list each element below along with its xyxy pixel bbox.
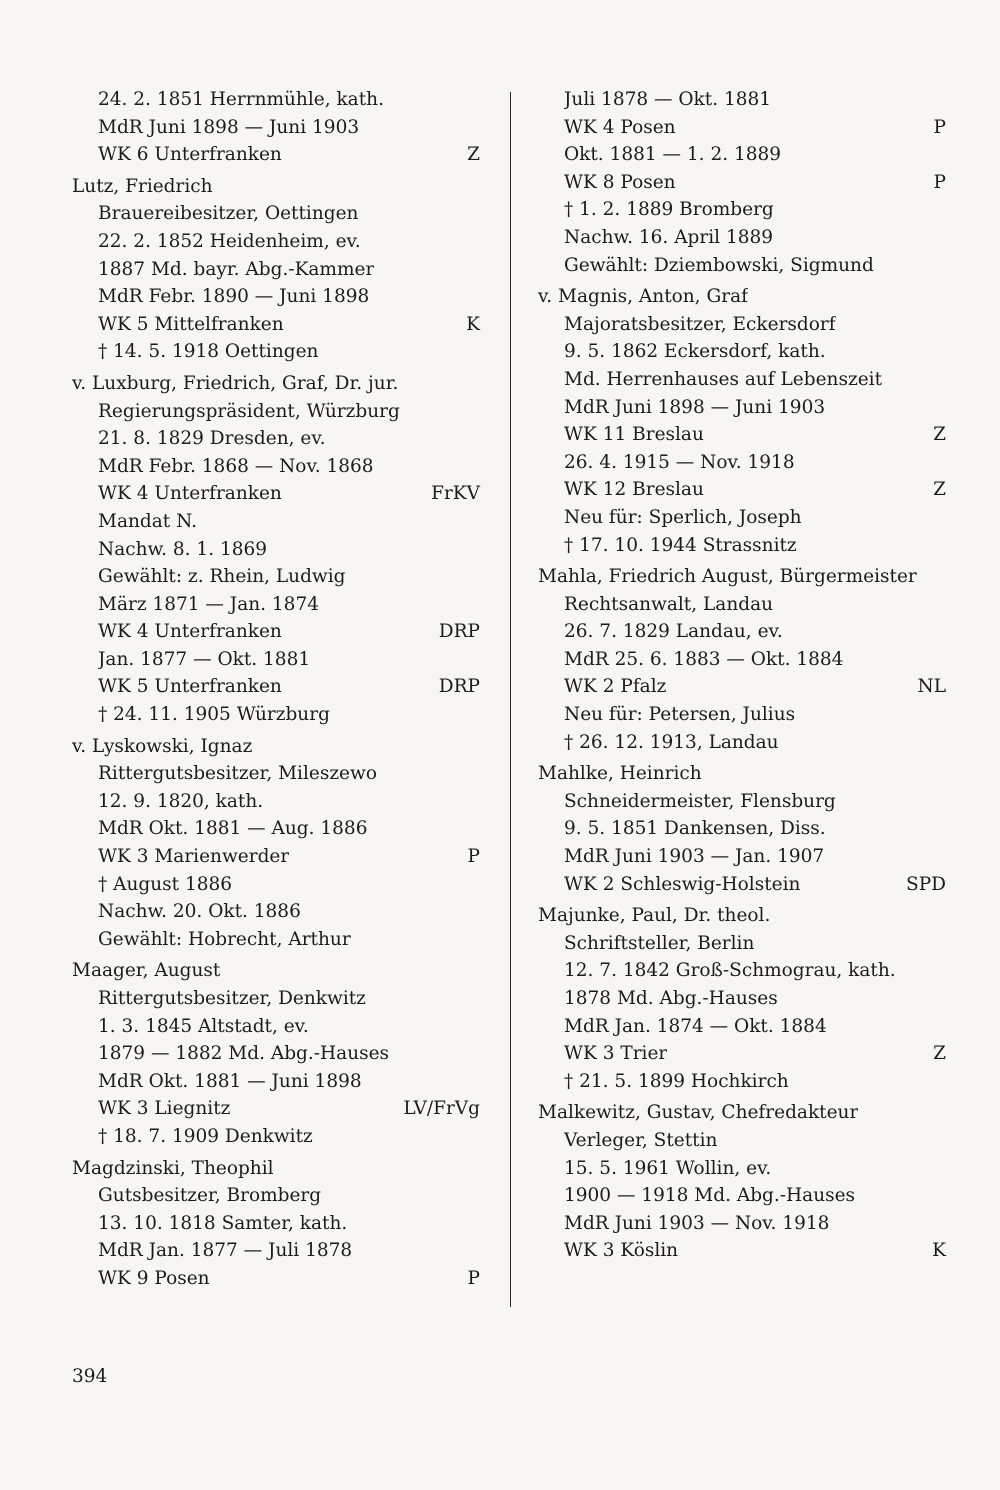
entry-detail-line xyxy=(72,508,480,536)
line-text: 26. 7. 1829 Landau, ev. xyxy=(564,621,783,643)
entry-detail-line xyxy=(72,985,480,1013)
line-text: 22. 2. 1852 Heidenheim, ev. xyxy=(98,230,361,252)
entry-detail-line xyxy=(72,1095,480,1123)
line-text: 1. 3. 1845 Altstadt, ev. xyxy=(98,1015,309,1037)
line-text: MdR 25. 6. 1883 — Okt. 1884 xyxy=(564,648,844,670)
entry-detail-line xyxy=(538,1013,946,1041)
line-text: MdR Jan. 1877 — Juli 1878 xyxy=(98,1240,353,1262)
line-text: Okt. 1881 — 1. 2. 1889 xyxy=(564,144,782,166)
entry-detail-line xyxy=(72,1265,480,1293)
line-text: MdR Okt. 1881 — Aug. 1886 xyxy=(98,818,368,840)
entry-detail-line xyxy=(72,898,480,926)
line-text: WK 3 Marienwerder xyxy=(98,846,290,868)
line-text: Magdzinski, Theophil xyxy=(72,1157,274,1179)
line-text: † 14. 5. 1918 Oettingen xyxy=(98,341,319,363)
line-text: WK 3 Köslin xyxy=(564,1240,679,1262)
entry-detail-line xyxy=(72,1182,480,1210)
line-text: Md. Herrenhauses auf Lebenszeit xyxy=(564,368,883,390)
entry-name-line xyxy=(538,902,946,930)
entry-detail-line xyxy=(538,504,946,532)
party-label: P xyxy=(467,1267,480,1289)
entry-detail-line xyxy=(72,760,480,788)
page-number: 394 xyxy=(72,1366,108,1387)
line-text: † 1. 2. 1889 Bromberg xyxy=(564,199,774,221)
line-text: Verleger, Stettin xyxy=(564,1129,718,1151)
entry-detail-line xyxy=(538,1182,946,1210)
line-text: 26. 4. 1915 — Nov. 1918 xyxy=(564,451,795,473)
entry-detail-line xyxy=(538,1040,946,1068)
entry-detail-line xyxy=(538,788,946,816)
entry-detail-line xyxy=(72,86,480,114)
line-text: 12. 7. 1842 Groß-Schmograu, kath. xyxy=(564,960,896,982)
entry-name-line xyxy=(538,283,946,311)
line-text: † 17. 10. 1944 Strassnitz xyxy=(564,534,797,556)
entry-detail-line xyxy=(538,169,946,197)
entry-detail-line xyxy=(538,1127,946,1155)
entry-detail-line xyxy=(538,394,946,422)
party-label: K xyxy=(466,313,480,335)
entry-detail-line xyxy=(72,283,480,311)
entry-detail-line xyxy=(538,532,946,560)
line-text: MdR Okt. 1881 — Juni 1898 xyxy=(98,1070,362,1092)
entry-detail-line xyxy=(72,141,480,169)
entry-detail-line xyxy=(538,646,946,674)
entry-detail-line xyxy=(72,338,480,366)
line-text: † 24. 11. 1905 Würzburg xyxy=(98,704,330,726)
line-text: MdR Juni 1903 — Nov. 1918 xyxy=(564,1212,830,1234)
line-text: MdR Febr. 1890 — Juni 1898 xyxy=(98,286,370,308)
line-text: MdR Febr. 1868 — Nov. 1868 xyxy=(98,455,374,477)
entry-name-line xyxy=(538,1099,946,1127)
line-text: Mahla, Friedrich August, Bürgermeister xyxy=(538,566,917,588)
line-text: WK 11 Breslau xyxy=(564,424,704,446)
party-label: Z xyxy=(467,144,480,166)
entry-detail-line xyxy=(72,1040,480,1068)
entry-detail-line xyxy=(72,536,480,564)
party-label: DRP xyxy=(438,676,480,698)
entry-detail-line xyxy=(72,1068,480,1096)
entry-detail-line xyxy=(538,1210,946,1238)
entry-detail-line xyxy=(72,646,480,674)
line-text: Schneidermeister, Flensburg xyxy=(564,790,836,812)
line-text: 1878 Md. Abg.-Hauses xyxy=(564,988,778,1009)
line-text: WK 3 Trier xyxy=(564,1043,668,1065)
entry-detail-line xyxy=(72,398,480,426)
entry-detail-line xyxy=(538,141,946,169)
line-text: März 1871 — Jan. 1874 xyxy=(98,593,319,615)
entry-detail-line xyxy=(538,871,946,899)
entry-name-line xyxy=(72,370,480,398)
line-text: † 21. 5. 1899 Hochkirch xyxy=(564,1070,789,1092)
line-text: Mahlke, Heinrich xyxy=(538,763,702,785)
entry-detail-line xyxy=(72,256,480,284)
entry-detail-line xyxy=(538,815,946,843)
entry-detail-line xyxy=(72,200,480,228)
entry-name-line xyxy=(72,173,480,201)
line-text: † 18. 7. 1909 Denkwitz xyxy=(98,1125,313,1147)
line-text: 9. 5. 1862 Eckersdorf, kath. xyxy=(564,341,826,363)
line-text: WK 5 Mittelfranken xyxy=(98,313,284,335)
entry-detail-line xyxy=(538,618,946,646)
entry-name-line xyxy=(72,733,480,761)
line-text: v. Luxburg, Friedrich, Graf, Dr. jur. xyxy=(72,372,399,394)
entry-detail-line xyxy=(72,788,480,816)
entry-detail-line xyxy=(538,196,946,224)
line-text: Gewählt: z. Rhein, Ludwig xyxy=(98,566,346,588)
line-text: Schriftsteller, Berlin xyxy=(564,932,755,954)
entry-name-line xyxy=(538,563,946,591)
right-column xyxy=(538,86,946,1265)
entry-detail-line xyxy=(72,1123,480,1151)
line-text: 1887 Md. bayr. Abg.-Kammer xyxy=(98,258,375,280)
party-label: P xyxy=(933,116,946,138)
line-text: WK 2 Schleswig-Holstein xyxy=(564,873,801,895)
party-label: NL xyxy=(917,676,946,698)
line-text: 1900 — 1918 Md. Abg.-Hauses xyxy=(564,1185,856,1207)
line-text: Gewählt: Dziembowski, Sigmund xyxy=(564,254,874,276)
party-label: P xyxy=(933,171,946,193)
entry-detail-line xyxy=(538,957,946,985)
line-text: Rechtsanwalt, Landau xyxy=(564,593,774,615)
entry-detail-line xyxy=(72,1013,480,1041)
entry-detail-line xyxy=(72,926,480,954)
line-text: v. Lyskowski, Ignaz xyxy=(72,735,253,757)
entry-detail-line xyxy=(538,86,946,114)
entry-detail-line xyxy=(538,311,946,339)
entry-detail-line xyxy=(538,338,946,366)
entry-detail-line xyxy=(72,1210,480,1238)
party-label: FrKV xyxy=(431,483,480,505)
entry-detail-line xyxy=(538,930,946,958)
line-text: Neu für: Sperlich, Joseph xyxy=(564,506,802,528)
entry-detail-line xyxy=(538,114,946,142)
entry-detail-line xyxy=(72,453,480,481)
line-text: WK 4 Unterfranken xyxy=(98,621,282,643)
entry-detail-line xyxy=(538,985,946,1013)
line-text: Mandat N. xyxy=(98,510,197,532)
line-text: v. Magnis, Anton, Graf xyxy=(538,286,748,308)
entry-detail-line xyxy=(72,1237,480,1265)
line-text: Gewählt: Hobrecht, Arthur xyxy=(98,928,351,950)
line-text: Nachw. 16. April 1889 xyxy=(564,226,774,248)
entry-detail-line xyxy=(538,673,946,701)
line-text: 1879 — 1882 Md. Abg.-Hauses xyxy=(98,1043,390,1065)
entry-detail-line xyxy=(72,701,480,729)
entry-detail-line xyxy=(72,815,480,843)
line-text: WK 9 Posen xyxy=(98,1267,210,1289)
entry-detail-line xyxy=(72,673,480,701)
line-text: 15. 5. 1961 Wollin, ev. xyxy=(564,1157,772,1179)
line-text: Maager, August xyxy=(72,960,221,982)
entry-detail-line xyxy=(538,1155,946,1183)
line-text: WK 4 Posen xyxy=(564,116,676,138)
line-text: WK 3 Liegnitz xyxy=(98,1098,231,1120)
entry-detail-line xyxy=(538,366,946,394)
party-label: Z xyxy=(933,424,946,446)
line-text: WK 2 Pfalz xyxy=(564,676,667,698)
entry-detail-line xyxy=(72,843,480,871)
line-text: Juli 1878 — Okt. 1881 xyxy=(564,89,772,110)
entry-detail-line xyxy=(538,449,946,477)
line-text: † 26. 12. 1913, Landau xyxy=(564,731,779,753)
line-text: Rittergutsbesitzer, Mileszewo xyxy=(98,763,377,785)
entry-detail-line xyxy=(538,421,946,449)
entry-detail-line xyxy=(538,476,946,504)
party-label: SPD xyxy=(906,873,946,895)
entry-name-line xyxy=(72,957,480,985)
line-text: Nachw. 8. 1. 1869 xyxy=(98,538,268,560)
entry-detail-line xyxy=(72,871,480,899)
line-text: 12. 9. 1820, kath. xyxy=(98,790,264,812)
column-divider xyxy=(510,92,511,1307)
party-label: DRP xyxy=(438,621,480,643)
entry-name-line xyxy=(72,1155,480,1183)
line-text: Lutz, Friedrich xyxy=(72,175,213,197)
line-text: Malkewitz, Gustav, Chefredakteur xyxy=(538,1102,859,1124)
line-text: Rittergutsbesitzer, Denkwitz xyxy=(98,988,366,1009)
line-text: Brauereibesitzer, Oettingen xyxy=(98,203,359,225)
entry-name-line xyxy=(538,760,946,788)
line-text: WK 8 Posen xyxy=(564,171,676,193)
line-text: Majoratsbesitzer, Eckersdorf xyxy=(564,313,836,335)
line-text: MdR Juni 1898 — Juni 1903 xyxy=(564,396,826,418)
entry-detail-line xyxy=(72,311,480,339)
line-text: MdR Juni 1898 — Juni 1903 xyxy=(98,116,360,138)
entry-detail-line xyxy=(538,843,946,871)
entry-detail-line xyxy=(538,1237,946,1265)
left-column xyxy=(72,86,480,1293)
party-label: Z xyxy=(933,479,946,501)
entry-detail-line xyxy=(538,224,946,252)
entry-detail-line xyxy=(72,480,480,508)
party-label: LV/FrVg xyxy=(403,1098,480,1120)
line-text: 24. 2. 1851 Herrnmühle, kath. xyxy=(98,89,384,110)
entry-detail-line xyxy=(72,114,480,142)
line-text: MdR Jan. 1874 — Okt. 1884 xyxy=(564,1015,827,1037)
line-text: WK 12 Breslau xyxy=(564,479,704,501)
line-text: Majunke, Paul, Dr. theol. xyxy=(538,905,771,927)
line-text: Regierungspräsident, Würzburg xyxy=(98,400,400,422)
party-label: K xyxy=(932,1240,946,1262)
party-label: Z xyxy=(933,1043,946,1065)
entry-detail-line xyxy=(538,252,946,280)
line-text: MdR Juni 1903 — Jan. 1907 xyxy=(564,846,825,868)
line-text: Jan. 1877 — Okt. 1881 xyxy=(98,648,311,670)
entry-detail-line xyxy=(538,701,946,729)
line-text: 13. 10. 1818 Samter, kath. xyxy=(98,1212,348,1234)
entry-detail-line xyxy=(72,228,480,256)
entry-detail-line xyxy=(72,425,480,453)
line-text: Nachw. 20. Okt. 1886 xyxy=(98,901,301,923)
entry-detail-line xyxy=(72,563,480,591)
line-text: † August 1886 xyxy=(98,873,233,895)
entry-detail-line xyxy=(538,591,946,619)
entry-detail-line xyxy=(72,591,480,619)
line-text: Gutsbesitzer, Bromberg xyxy=(98,1185,322,1207)
line-text: WK 5 Unterfranken xyxy=(98,676,282,698)
entry-detail-line xyxy=(538,1068,946,1096)
line-text: 21. 8. 1829 Dresden, ev. xyxy=(98,428,326,450)
entry-detail-line xyxy=(72,618,480,646)
line-text: WK 6 Unterfranken xyxy=(98,144,282,166)
line-text: WK 4 Unterfranken xyxy=(98,483,282,505)
line-text: 9. 5. 1851 Dankensen, Diss. xyxy=(564,818,826,840)
line-text: Neu für: Petersen, Julius xyxy=(564,704,796,726)
entry-detail-line xyxy=(538,729,946,757)
party-label: P xyxy=(467,846,480,868)
